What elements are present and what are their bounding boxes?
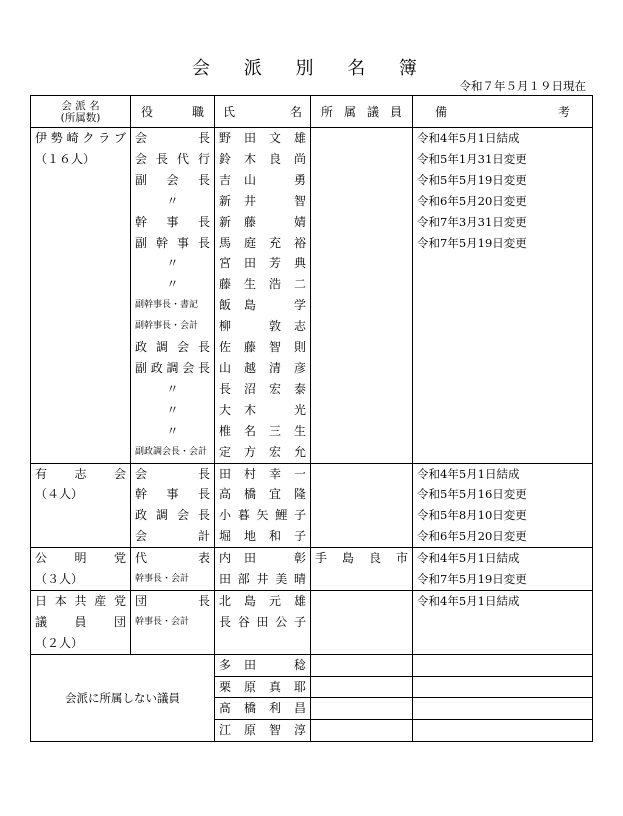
position-cell: 幹事長: [131, 212, 215, 233]
affiliated-member: [311, 421, 413, 442]
affiliated-member: [311, 654, 413, 676]
faction-cell: [31, 484, 131, 505]
member-name: 山越清彦: [215, 358, 311, 379]
faction-cell: [31, 569, 131, 590]
position-cell: 〃: [131, 191, 215, 212]
header-faction-count: (所属数): [60, 111, 101, 124]
remarks-cell: 令和7年5月19日変更: [413, 569, 593, 590]
table-row: [31, 149, 593, 170]
affiliated-member: [311, 442, 413, 463]
faction-cell: [31, 233, 131, 254]
position-cell: 会計: [131, 526, 215, 547]
affiliated-member: [311, 569, 413, 590]
remarks-cell: 令和4年5月1日結成: [413, 590, 593, 611]
member-name: 新藤 婧: [215, 212, 311, 233]
table-row: [31, 379, 593, 400]
affiliated-member: [311, 128, 413, 149]
member-name: 野田文雄: [215, 128, 311, 149]
non-affiliated-label: 会派に所属しない議員: [31, 654, 215, 742]
remarks-cell: [413, 295, 593, 316]
faction-count: （４人）: [35, 487, 84, 502]
position-cell: 会長: [131, 128, 215, 149]
faction-name: 公明党: [35, 551, 126, 566]
header-row: [31, 96, 593, 128]
remarks-cell: 令和6年5月20日変更: [413, 526, 593, 547]
faction-cell: [31, 379, 131, 400]
faction-cell: [31, 212, 131, 233]
remarks-cell: 令和7年3月31日変更: [413, 212, 593, 233]
member-name: 高橋宜隆: [215, 484, 311, 505]
remarks-cell: [413, 654, 593, 676]
member-name: [215, 633, 311, 654]
faction-cell: [31, 358, 131, 379]
affiliated-member: [311, 379, 413, 400]
table-row: [31, 612, 593, 633]
affiliated-member: [311, 463, 413, 484]
position-cell: 副会長: [131, 170, 215, 191]
faction-cell: [31, 253, 131, 274]
member-name: 栗原真耶: [215, 676, 311, 698]
table-row: [31, 233, 593, 254]
member-name: 宮田芳典: [215, 253, 311, 274]
table-row: [31, 463, 593, 484]
faction-cell: [31, 463, 131, 484]
member-name: 内田 彰: [215, 548, 311, 569]
table-row: [31, 484, 593, 505]
non-affiliated-row: [31, 654, 593, 676]
member-name: 髙橋利昌: [215, 698, 311, 720]
remarks-cell: 令和5年1月31日変更: [413, 149, 593, 170]
position-cell: 団長: [131, 590, 215, 611]
faction-cell: [31, 337, 131, 358]
affiliated-member: [311, 274, 413, 295]
table-row: [31, 442, 593, 463]
position-cell: 副幹事長・書記: [131, 295, 215, 316]
remarks-cell: [413, 316, 593, 337]
remarks-cell: 令和6年5月20日変更: [413, 191, 593, 212]
remarks-cell: [413, 442, 593, 463]
affiliated-member: [311, 612, 413, 633]
remarks-cell: 令和5年8月10日変更: [413, 505, 593, 526]
remarks-cell: 令和4年5月1日結成: [413, 463, 593, 484]
member-name: 北島元雄: [215, 590, 311, 611]
header-remarks: 備考: [413, 96, 593, 128]
member-name: 田部井美晴: [215, 569, 311, 590]
faction-name: 有志会: [35, 466, 126, 481]
affiliated-member: 手島良市: [311, 548, 413, 569]
member-name: 佐藤智則: [215, 337, 311, 358]
faction-count: （２人）: [35, 635, 84, 650]
table-row: [31, 358, 593, 379]
member-name: 大木 光: [215, 400, 311, 421]
affiliated-member: [311, 253, 413, 274]
position-cell: 副幹事長・会計: [131, 316, 215, 337]
position-cell: 副幹事長: [131, 233, 215, 254]
position-cell: 会長代行: [131, 149, 215, 170]
faction-cell: [31, 421, 131, 442]
position-cell: 副政調会長: [131, 358, 215, 379]
affiliated-member: [311, 676, 413, 698]
affiliated-member: [311, 191, 413, 212]
affiliated-member: [311, 633, 413, 654]
position-cell: 政調会長: [131, 337, 215, 358]
member-name: 堀地和子: [215, 526, 311, 547]
member-name: 小暮矢鯉子: [215, 505, 311, 526]
position-cell: [131, 633, 215, 654]
member-name: 柳 敦志: [215, 316, 311, 337]
affiliated-member: [311, 526, 413, 547]
affiliated-member: [311, 212, 413, 233]
remarks-cell: 令和7年5月19日変更: [413, 233, 593, 254]
member-name: 飯島 学: [215, 295, 311, 316]
affiliated-member: [311, 233, 413, 254]
affiliated-member: [311, 484, 413, 505]
affiliated-member: [311, 337, 413, 358]
header-faction: [31, 96, 131, 128]
remarks-cell: [413, 698, 593, 720]
faction-cell: [31, 590, 131, 611]
table-row: [31, 548, 593, 569]
faction-cell: [31, 149, 131, 170]
table-row: [31, 253, 593, 274]
affiliated-member: [311, 170, 413, 191]
header-name: 氏名: [215, 96, 311, 128]
remarks-cell: [413, 274, 593, 295]
table-row: [31, 316, 593, 337]
affiliated-member: [311, 400, 413, 421]
position-cell: 幹事長: [131, 484, 215, 505]
faction-name: 日本共産党: [35, 593, 126, 608]
table-row: [31, 400, 593, 421]
remarks-cell: 令和4年5月1日結成: [413, 128, 593, 149]
table-row: [31, 590, 593, 611]
member-name: 長谷田公子: [215, 612, 311, 633]
remarks-cell: [413, 337, 593, 358]
position-cell: 会長: [131, 463, 215, 484]
remarks-cell: [413, 720, 593, 742]
remarks-cell: [413, 633, 593, 654]
table-row: [31, 337, 593, 358]
member-name: 椎名三生: [215, 421, 311, 442]
affiliated-member: [311, 720, 413, 742]
position-cell: 政調会長: [131, 505, 215, 526]
table-row: [31, 191, 593, 212]
faction-cell: [31, 295, 131, 316]
faction-count: （３人）: [35, 572, 84, 587]
position-cell: 代表: [131, 548, 215, 569]
page-title: 会 派 別 名 簿: [192, 58, 431, 79]
table-row: [31, 295, 593, 316]
affiliated-member: [311, 505, 413, 526]
member-name: 吉山 勇: [215, 170, 311, 191]
faction-cell: [31, 400, 131, 421]
table-row: [31, 274, 593, 295]
position-cell: 〃: [131, 253, 215, 274]
member-name: 長沼宏泰: [215, 379, 311, 400]
affiliated-member: [311, 316, 413, 337]
member-name: 多田 稔: [215, 654, 311, 676]
member-name: 藤生浩二: [215, 274, 311, 295]
position-cell: 副政調会長・会計: [131, 442, 215, 463]
affiliated-member: [311, 590, 413, 611]
faction-cell: [31, 442, 131, 463]
table-row: [31, 212, 593, 233]
remarks-cell: [413, 421, 593, 442]
position-cell: 〃: [131, 400, 215, 421]
remarks-cell: [413, 358, 593, 379]
member-name: 江原智淳: [215, 720, 311, 742]
remarks-cell: [413, 676, 593, 698]
faction-cell: [31, 191, 131, 212]
table-row: [31, 569, 593, 590]
faction-cell: [31, 633, 131, 654]
faction-cell: [31, 316, 131, 337]
position-cell: 幹事長・会計: [131, 569, 215, 590]
table-row: [31, 505, 593, 526]
position-cell: 〃: [131, 379, 215, 400]
faction-name: 伊勢崎クラブ: [35, 131, 126, 145]
header-position: 役職: [131, 96, 215, 128]
faction-roster-table: [30, 95, 593, 742]
faction-name-line2: 議員団: [35, 614, 126, 629]
faction-cell: [31, 170, 131, 191]
header-member: 所属議員: [311, 96, 413, 128]
header-faction-label: 会 派 名: [61, 99, 100, 112]
position-cell: 幹事長・会計: [131, 612, 215, 633]
remarks-cell: [413, 253, 593, 274]
table-row: [31, 421, 593, 442]
table-row: [31, 128, 593, 149]
as-of-date: 令和７年５月１９日現在: [459, 79, 586, 93]
remarks-cell: [413, 612, 593, 633]
affiliated-member: [311, 358, 413, 379]
remarks-cell: 令和4年5月1日結成: [413, 548, 593, 569]
remarks-cell: [413, 400, 593, 421]
faction-cell: [31, 274, 131, 295]
position-cell: 〃: [131, 274, 215, 295]
faction-cell: [31, 128, 131, 149]
faction-count: （１６人）: [35, 151, 96, 166]
faction-cell: [31, 612, 131, 633]
affiliated-member: [311, 149, 413, 170]
remarks-cell: [413, 379, 593, 400]
member-name: 鈴木良尚: [215, 149, 311, 170]
member-name: 新井 智: [215, 191, 311, 212]
table-row: [31, 633, 593, 654]
position-cell: 〃: [131, 421, 215, 442]
faction-cell: [31, 526, 131, 547]
affiliated-member: [311, 295, 413, 316]
faction-cell: [31, 505, 131, 526]
table-row: [31, 170, 593, 191]
table-row: [31, 526, 593, 547]
remarks-cell: 令和5年5月19日変更: [413, 170, 593, 191]
member-name: 田村幸一: [215, 463, 311, 484]
affiliated-member: [311, 698, 413, 720]
faction-cell: [31, 548, 131, 569]
member-name: 定方宏允: [215, 442, 311, 463]
remarks-cell: 令和5年5月16日変更: [413, 484, 593, 505]
member-name: 馬庭充裕: [215, 233, 311, 254]
